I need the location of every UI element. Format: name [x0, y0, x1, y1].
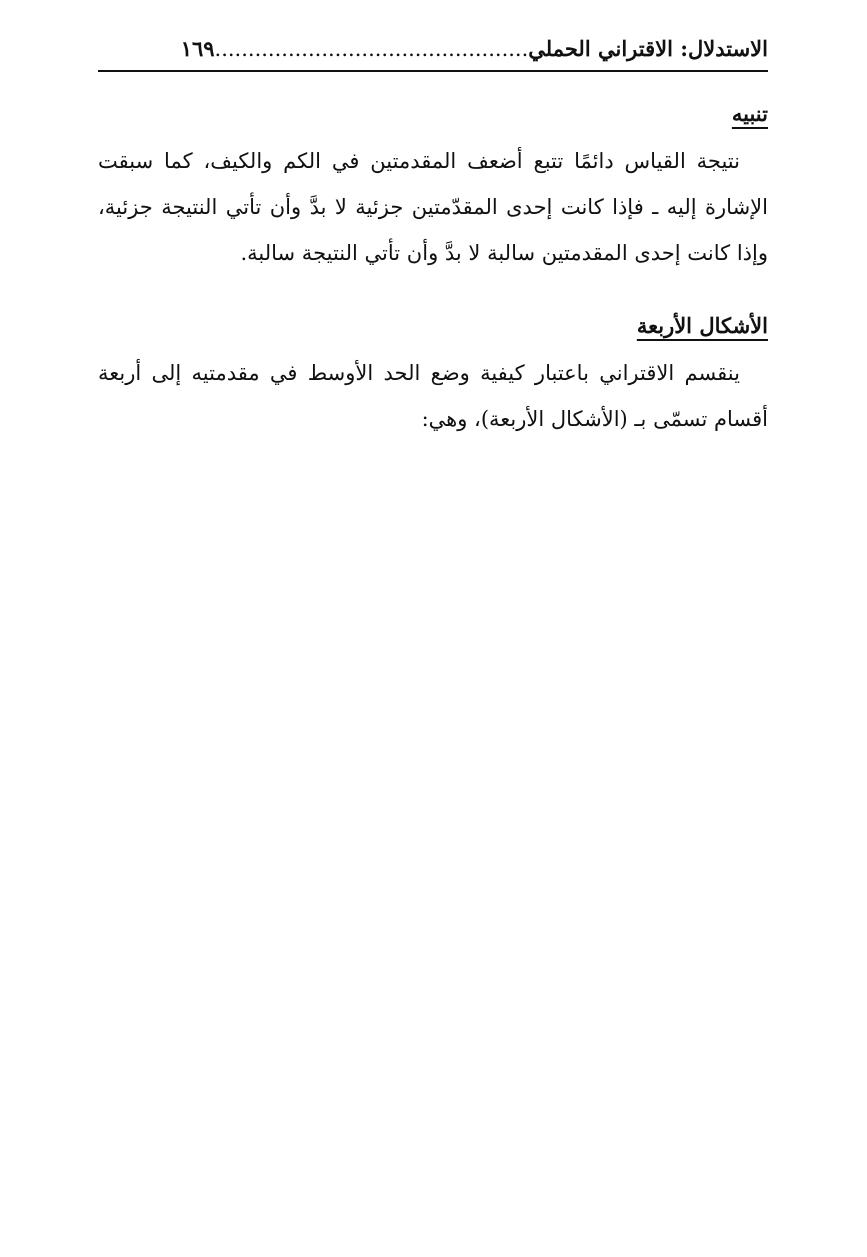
section-heading-note: تنبيه	[731, 101, 768, 126]
section-heading-four-figures: الأشكال الأربعة	[636, 313, 768, 338]
dot-leaders: ...............................................	[214, 37, 529, 61]
section-paragraph-four-figures: ينقسم الاقتراني باعتبار كيفية وضع الحد الأوسط في مقدمتيه إلى أربعة أقسام تسمّى بـ (الأشكال الأربعة)، وهي:	[98, 361, 768, 431]
page-body	[98, 96, 768, 442]
running-head-title: الاستدلال: الاقتراني الحملي	[528, 36, 768, 61]
section-paragraph-note: نتيجة القياس دائمًا تتبع أضعف المقدمتين في الكم والكيف، كما سبقت الإشارة إليه ـ فإذا كانت إحدى المقدّمتين جزئية لا بدَّ وأن تأتي النتيجة جزئية، وإذا كانت إحدى المقدمتين سالبة لا بدَّ وأن تأتي النتيجة سالبة.	[98, 149, 768, 265]
page-number: ١٦٩	[180, 36, 215, 61]
running-head	[98, 30, 768, 72]
